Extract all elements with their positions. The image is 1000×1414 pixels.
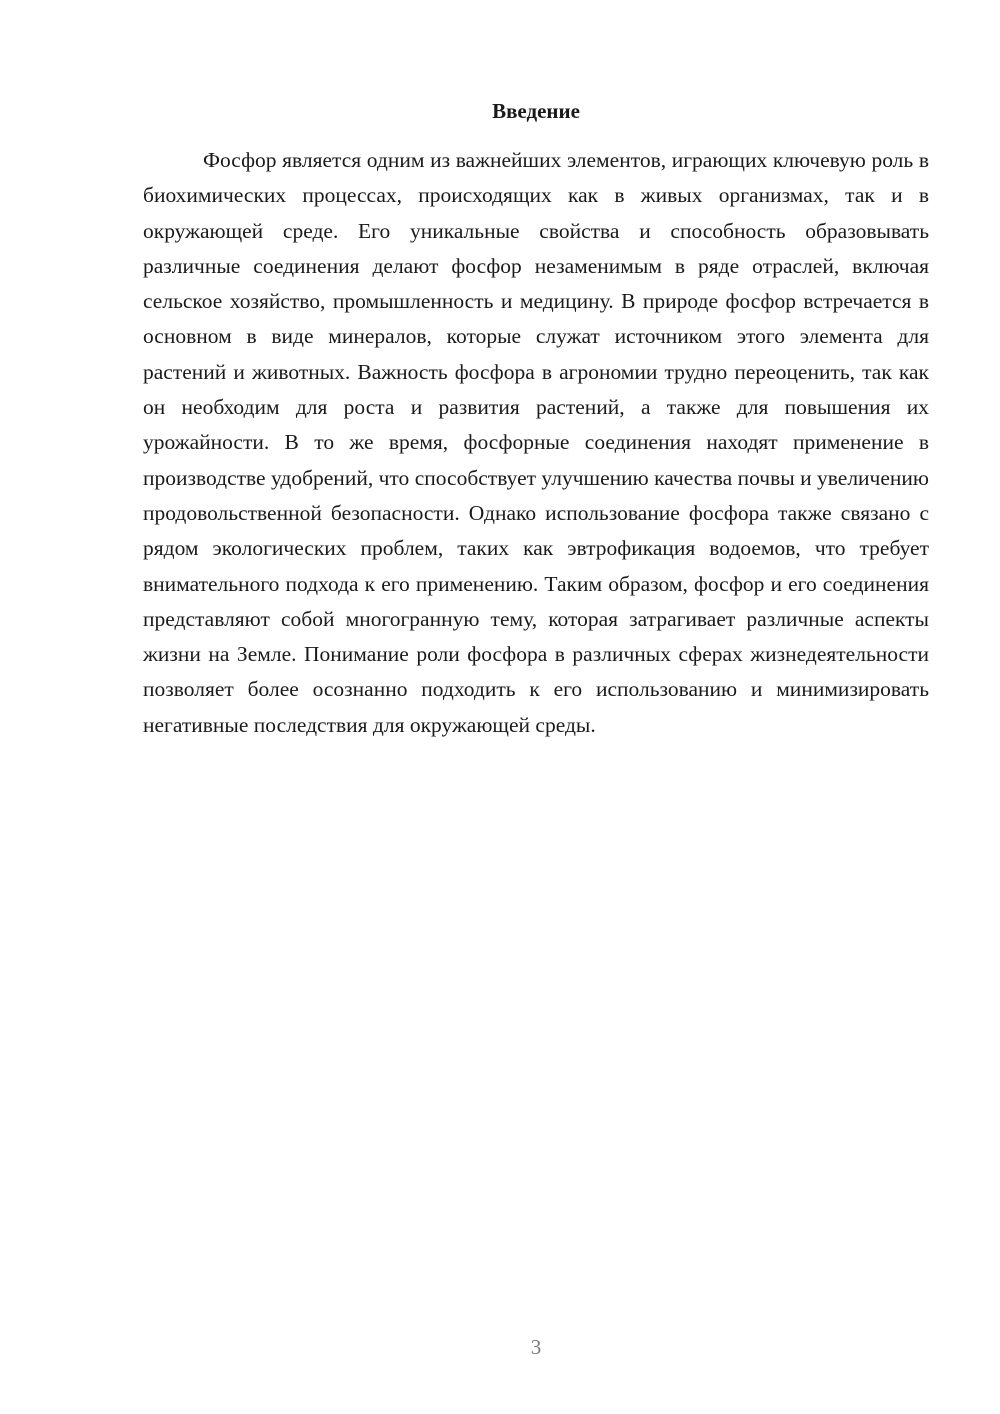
intro-paragraph: Фосфор является одним из важнейших элементов, играющих ключевую роль в биохимических процессах, происходящих как в живых организмах, так и в окружающей среде. Его уникальные свойства и способность образовывать различные соединения делают фосфор незаменимым в ряде отраслей, включая сельское хозяйство, промышленность и медицину. В природе фосфор встречается в основном в виде минералов, которые служат источником этого элемента для растений и животных. Важность фосфора в агрономии трудно переоценить, так как он необходим для роста и развития растений, а также для повышения их урожайности. В то же время, фосфорные соединения находят применение в производстве удобрений, что способствует улучшению качества почвы и увеличению продовольственной безопасности. Однако использование фосфора также связано с рядом экологических проблем, таких как эвтрофикация водоемов, что требует внимательного подхода к его применению. Таким образом, фосфор и его соединения представляют собой многогранную тему, которая затрагивает различные аспекты жизни на Земле. Понимание роли фосфора в различных сферах жизнедеятельности позволяет более осознанно подходить к его использованию и минимизировать негативные последствия для окружающей среды.: [143, 148, 929, 737]
page-number: 3: [530, 1335, 542, 1359]
section-heading: Введение: [492, 99, 580, 123]
